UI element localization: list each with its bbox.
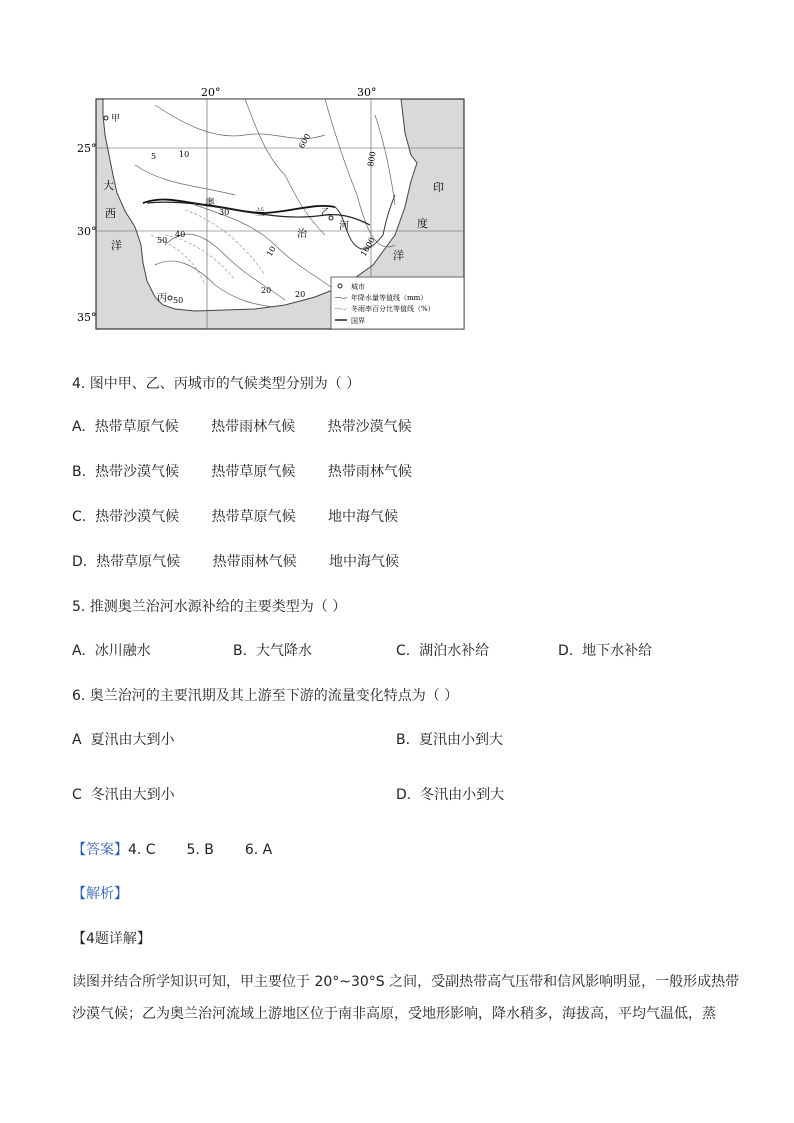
- question-5-stem: 5. 推测奥兰治河水源补给的主要类型为（ ）: [72, 599, 347, 615]
- river-char-2: 兰: [255, 208, 265, 219]
- lat-label-35: 35°: [77, 311, 97, 324]
- indian-char-1: 印: [433, 181, 444, 194]
- isoline-label: 50: [173, 296, 184, 305]
- city-jia-label: 甲: [111, 114, 121, 124]
- isoline-label: 20: [295, 290, 306, 299]
- atlantic-char-1: 大: [103, 179, 114, 192]
- answer-line: [72, 839, 272, 859]
- map-legend: [331, 277, 464, 329]
- isoline-label: 10: [264, 244, 278, 258]
- answer-item: 5. B: [186, 842, 214, 858]
- question-6-option-c[interactable]: C 冬汛由大到小: [72, 787, 175, 803]
- question-6-option-a[interactable]: A 夏汛由大到小: [72, 732, 175, 748]
- legend-label: 冬雨率百分比等值线（%）: [351, 305, 435, 313]
- analysis-paragraph: [72, 966, 740, 1030]
- question-4-stem: 4. 图中甲、乙、丙城市的气候类型分别为（ ）: [72, 376, 361, 392]
- question-6-option-d[interactable]: D. 冬汛由小到大: [396, 787, 505, 803]
- river-char-1: 奥: [205, 198, 215, 209]
- legend-label: 城市: [351, 283, 365, 291]
- indian-char-3: 洋: [393, 249, 404, 262]
- indian-char-2: 度: [417, 217, 428, 230]
- question-4-option-d[interactable]: D. 热带草原气候 热带雨林气候 地中海气候: [72, 554, 400, 570]
- legend-label: 国界: [351, 317, 365, 325]
- analysis-tag: 【解析】: [72, 886, 128, 902]
- isoline-label: 600: [296, 132, 313, 150]
- river-char-3: 治: [297, 229, 307, 240]
- atlantic-char-3: 洋: [111, 239, 122, 252]
- answer-tag: 【答案】: [72, 842, 128, 858]
- city-bing-label: 丙: [157, 293, 167, 304]
- africa-map: [77, 85, 467, 330]
- isoline-label: 10: [179, 150, 190, 159]
- isoline-label: 40: [175, 230, 186, 239]
- question-6-option-b[interactable]: B. 夏汛由小到大: [396, 732, 503, 748]
- analysis-line-1: 读图并结合所学知识可知，甲主要位于 20°~30°S 之间，受副热带高气压带和信风影响明显，一般形成热带: [72, 974, 740, 990]
- question-5-option-c[interactable]: C. 湖泊水补给: [396, 643, 490, 659]
- lon-label-20: 20°: [201, 86, 221, 99]
- question-4-option-b[interactable]: B. 热带沙漠气候 热带草原气候 热带雨林气候: [72, 464, 412, 480]
- lat-label-25: 25°: [77, 142, 97, 155]
- river-char-4: 河: [339, 221, 349, 232]
- answer-item: 6. A: [244, 842, 273, 858]
- city-yi-label: 乙: [321, 208, 331, 218]
- answer-item: 4. C: [128, 842, 156, 858]
- lat-label-30: 30°: [77, 225, 97, 238]
- isoline-label: 20: [261, 286, 272, 295]
- isoline-label: 30: [219, 208, 230, 217]
- isoline-label: 1000: [358, 235, 377, 258]
- question-6-stem: 6. 奥兰治河的主要汛期及其上游至下游的流量变化特点为（ ）: [72, 688, 459, 704]
- analysis-line-2: 沙漠气候；乙为奥兰治河流域上游地区位于南非高原，受地形影响，降水稍多，海拔高，平均气温低，蒸: [72, 1006, 716, 1022]
- atlantic-char-2: 西: [105, 207, 116, 220]
- isoline-label: 50: [157, 236, 168, 245]
- question-4-option-c[interactable]: C. 热带沙漠气候 热带草原气候 地中海气候: [72, 509, 399, 525]
- question-5-option-d[interactable]: D. 地下水补给: [558, 643, 653, 659]
- isoline-label: 5: [151, 152, 157, 161]
- question-4-option-a[interactable]: A. 热带草原气候 热带雨林气候 热带沙漠气候: [72, 419, 412, 435]
- question-5-option-b[interactable]: B. 大气降水: [233, 643, 312, 659]
- question-5-option-a[interactable]: A. 冰川融水: [72, 643, 151, 659]
- isoline-label: 800: [366, 150, 378, 168]
- legend-label: 年降水量等值线（mm）: [351, 294, 428, 302]
- lon-label-30: 30°: [357, 86, 377, 99]
- analysis-subheading: 【4题详解】: [72, 931, 151, 947]
